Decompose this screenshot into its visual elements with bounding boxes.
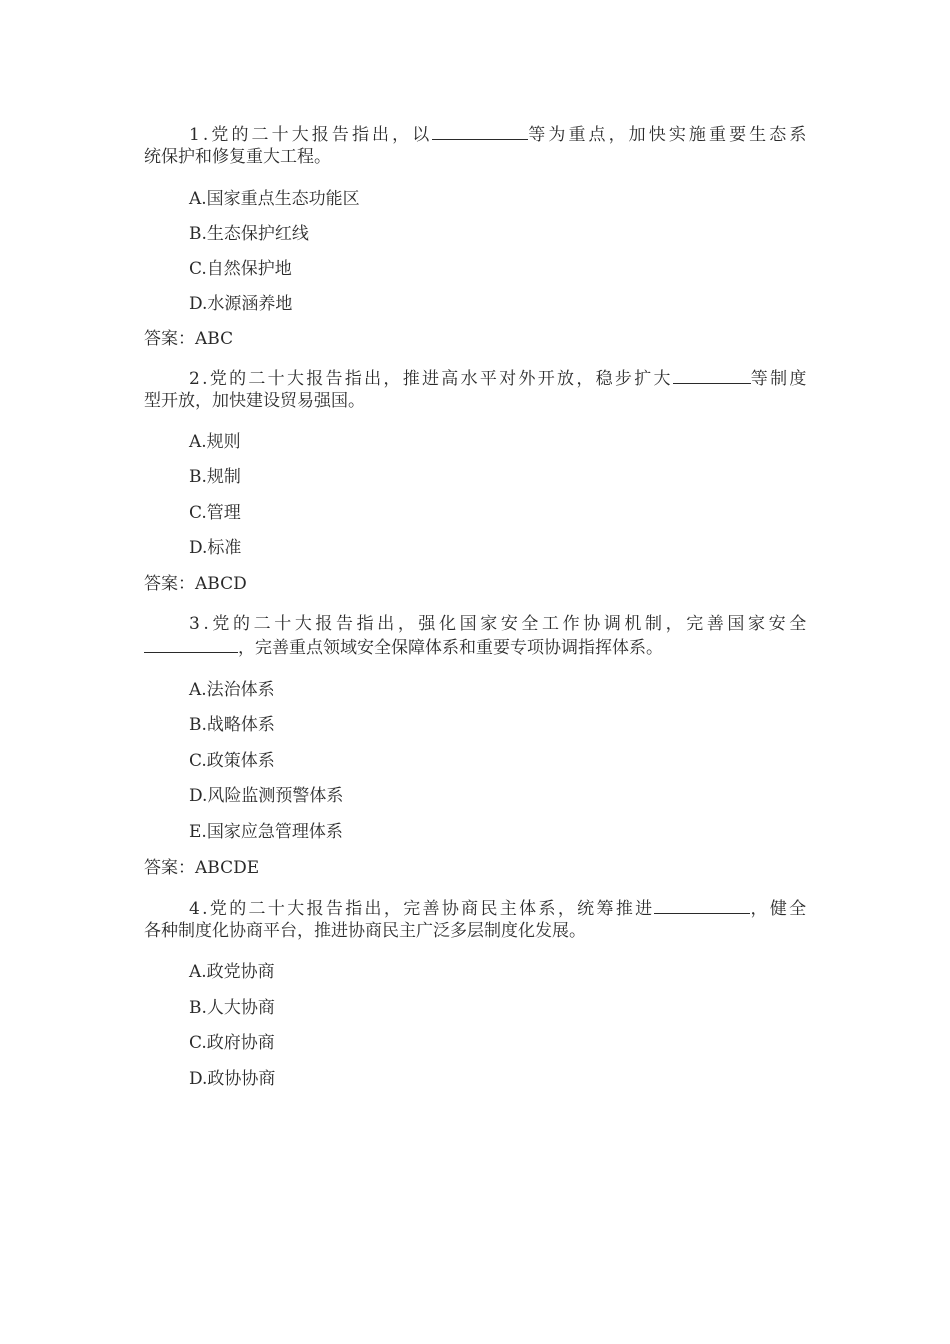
question-1-answer: 答案：ABC [144,329,234,349]
question-3-option-a: A.法治体系 [189,680,275,700]
question-2-text-start: 党的二十大报告指出，推进高水平对外开放，稳步扩大 [209,369,673,389]
question-2-option-c: C.管理 [189,503,241,523]
question-3-text-end: ，完善重点领域安全保障体系和重要专项协调指挥体系。 [238,638,663,658]
question-4-number: 4. [189,899,210,919]
question-3-option-d: D.风险监测预警体系 [189,786,344,806]
question-4-line-2: 各种制度化协商平台，推进协商民主广泛多层制度化发展。 [144,921,586,941]
question-3-line-1 [144,613,810,635]
question-3-number: 3. [189,614,213,634]
question-1-text-start: 党的二十大报告指出，以 [211,125,433,145]
question-1-option-c: C.自然保护地 [189,259,292,279]
question-2-line-1 [144,366,809,390]
question-1-number: 1. [189,125,212,145]
question-1-blank [432,122,528,140]
question-2-blank [673,366,751,384]
question-4-option-d: D.政协协商 [189,1069,276,1089]
question-2-option-b: B.规制 [189,467,241,487]
question-4-text-end: ，健全 [750,899,809,919]
question-2-lead [189,366,809,390]
question-3-option-e: E.国家应急管理体系 [189,822,343,842]
question-1-option-d: D.水源涵养地 [189,294,293,314]
question-1-line-1 [144,122,810,146]
question-2-option-a: A.规则 [189,432,241,452]
question-4-line-1 [144,896,809,920]
question-3-option-b: B.战略体系 [189,715,275,735]
question-1-text-end: 等为重点，加快实施重要生态系 [528,125,810,145]
question-4-option-b: B.人大协商 [189,998,275,1018]
question-4 [144,896,809,942]
question-3-option-c: C.政策体系 [189,751,275,771]
question-3-text-start: 党的二十大报告指出，强化国家安全工作协调机制，完善国家安全 [212,614,810,634]
question-3-answer: 答案：ABCDE [144,858,260,878]
question-4-blank [654,896,750,914]
question-3-blank [144,635,238,653]
question-1-option-b: B.生态保护红线 [189,224,309,244]
question-4-option-c: C.政府协商 [189,1033,275,1053]
question-3-line-2 [144,635,806,659]
question-3 [144,613,810,659]
question-2-number: 2. [189,369,210,389]
question-2-answer: 答案：ABCD [144,574,247,594]
question-4-option-a: A.政党协商 [189,962,275,982]
question-4-lead [189,896,808,920]
question-2-line-2: 型开放，加快建设贸易强国。 [144,391,365,411]
question-2-text-end: 等制度 [750,369,809,389]
question-4-text-start: 党的二十大报告指出，完善协商民主体系，统筹推进 [209,899,655,919]
question-2-option-d: D.标准 [189,538,242,558]
question-2 [144,366,809,412]
question-3-lead [189,613,810,635]
question-1 [144,122,810,168]
question-1-line-2: 统保护和修复重大工程。 [144,147,331,167]
question-1-lead [189,122,809,146]
question-1-option-a: A.国家重点生态功能区 [189,189,360,209]
